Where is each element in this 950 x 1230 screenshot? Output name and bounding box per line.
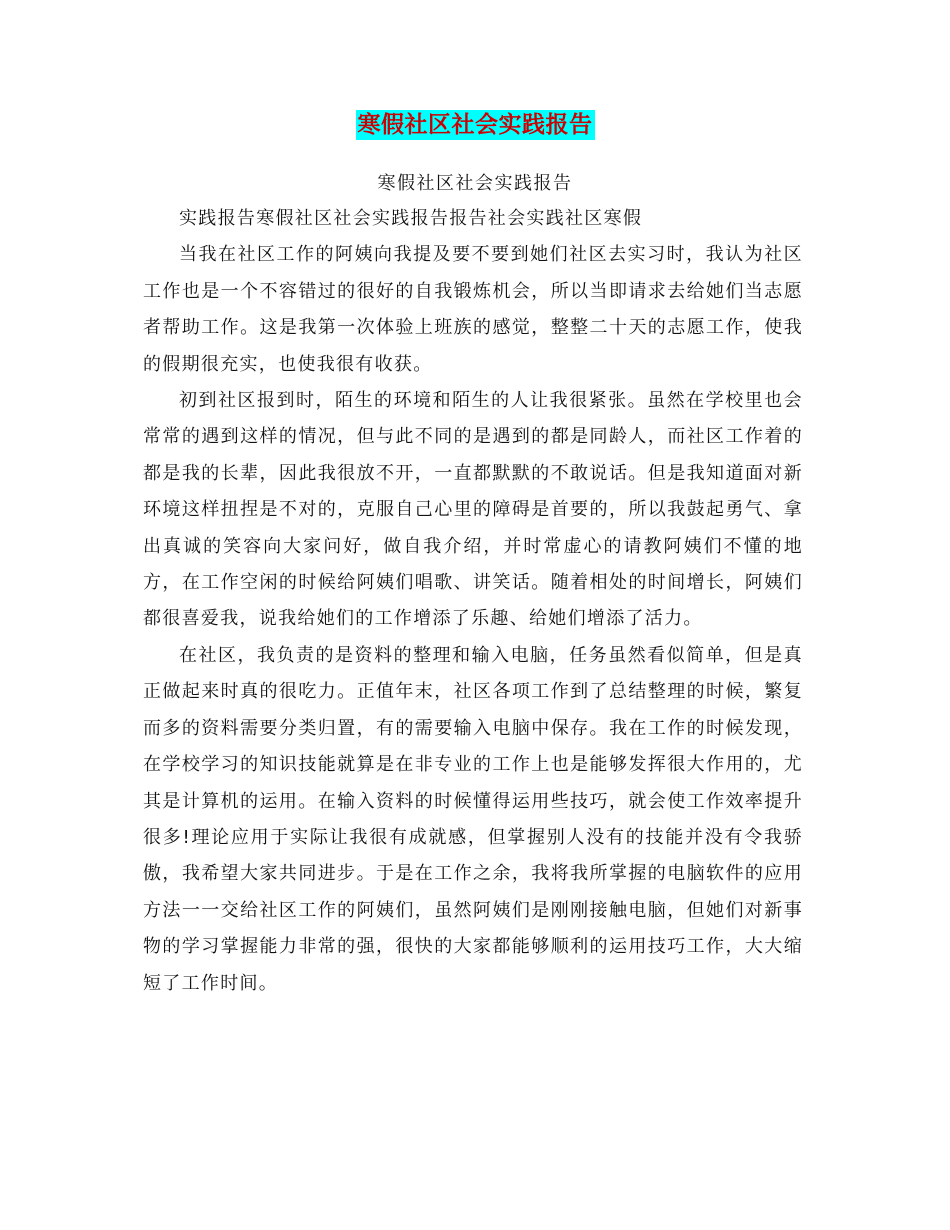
document-body: [143, 201, 803, 1002]
document-title: 寒假社区社会实践报告: [357, 112, 593, 138]
title-container: [0, 110, 950, 140]
document-subtitle: 寒假社区社会实践报告: [377, 173, 573, 194]
paragraph: 初到社区报到时，陌生的环境和陌生的人让我很紧张。虽然在学校里也会常常的遇到这样的情况，但与此不同的是遇到的都是同龄人，而社区工作着的都是我的长辈，因此我很放不开，一直都默默的不敢说话。但是我知道面对新环境这样扭捏是不对的，克服自己心里的障碍是首要的，所以我鼓起勇气、拿出真诚的笑容向大家问好，做自我介绍，并时常虚心的请教阿姨们不懂的地方，在工作空闲的时候给阿姨们唱歌、讲笑话。随着相处的时间增长，阿姨们都很喜爱我，说我给她们的工作增添了乐趣、给她们增添了活力。: [143, 390, 803, 630]
paragraph: 当我在社区工作的阿姨向我提及要不要到她们社区去实习时，我认为社区工作也是一个不容错过的很好的自我锻炼机会，所以当即请求去给她们当志愿者帮助工作。这是我第一次体验上班族的感觉，整整二十天的志愿工作，使我的假期很充实，也使我很有收获。: [143, 244, 803, 375]
paragraph-keywords: 实践报告寒假社区社会实践报告报告社会实践社区寒假: [179, 208, 643, 229]
paragraph: 在社区，我负责的是资料的整理和输入电脑，任务虽然看似简单，但是真正做起来时真的很吃力。正值年末，社区各项工作到了总结整理的时候，繁复而多的资料需要分类归置，有的需要输入电脑中保存。我在工作的时候发现，在学校学习的知识技能就算是在非专业的工作上也是能够发挥很大作用的，尤其是计算机的运用。在输入资料的时候懂得运用些技巧，就会使工作效率提升很多!理论应用于实际让我很有成就感，但掌握别人没有的技能并没有令我骄傲，我希望大家共同进步。于是在工作之余，我将我所掌握的电脑软件的应用方法一一交给社区工作的阿姨们，虽然阿姨们是刚刚接触电脑，但她们对新事物的学习掌握能力非常的强，很快的大家都能够顺利的运用技巧工作，大大缩短了工作时间。: [143, 644, 803, 994]
